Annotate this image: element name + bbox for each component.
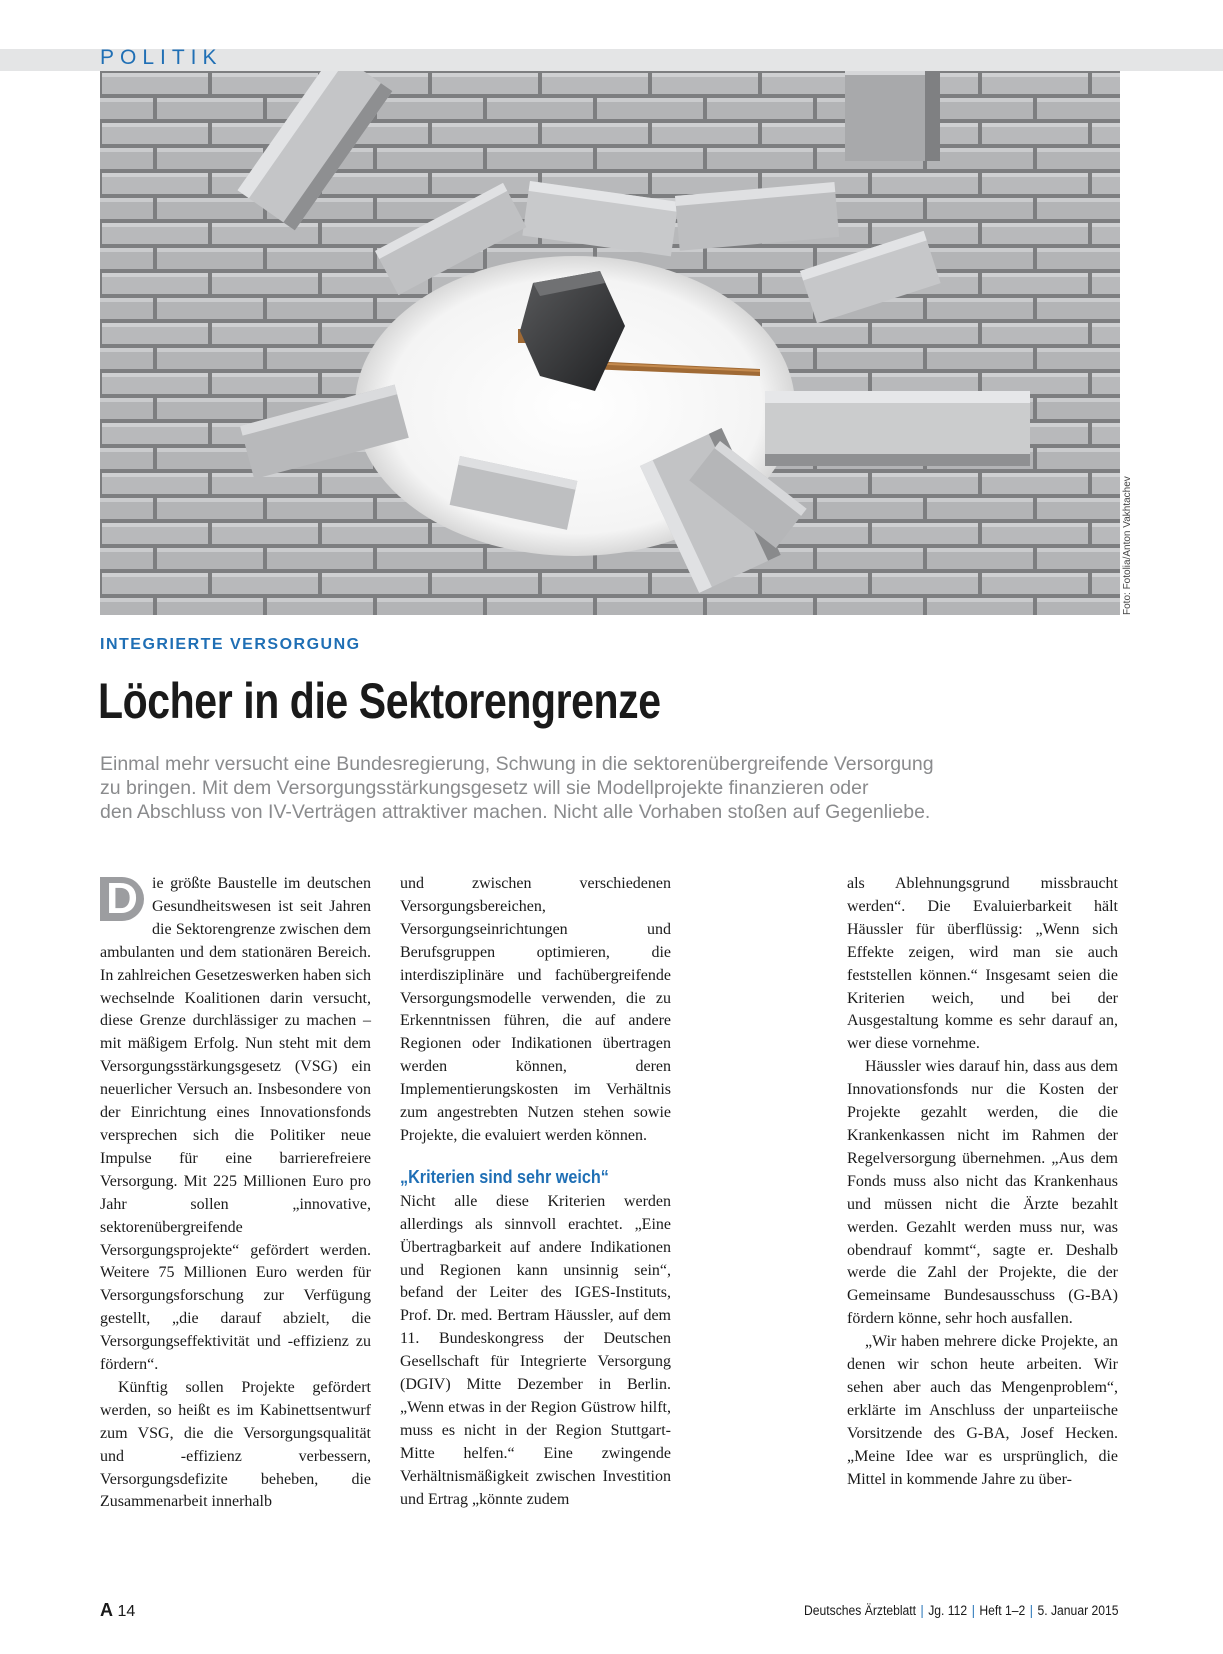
brick-wall-illustration [100, 71, 1120, 615]
lead-line-3: den Abschluss von IV-Verträgen attraktiver machen. Nicht alle Vorhaben stoßen auf Gegenliebe. [100, 801, 931, 823]
drop-cap: D [100, 877, 144, 921]
paragraph-text: ie größte Baustelle im deutschen Gesundheitswesen ist seit Jahren die Sektorengrenze zwischen dem ambulanten und dem stationären Bereich. In zahlreichen Gesetzeswerken haben sich wechselnde Koalitionen darin versucht, diese Grenze durchlässiger zu machen – mit mäßigem Erfolg. Nun steht mit dem Versorgungsstärkungsgesetz (VSG) ein neuerlicher Versuch an. Insbesondere von der Einrichtung eines Innovationsfonds versprechen sich die Politiker neue Impulse für eine barrierefreiere Versorgung. Mit 225 Millionen Euro pro Jahr sollen „innovative, sektorenübergreifende Versorgungsprojekte“ gefördert werden. Weitere 75 Millionen Euro werden für Versorgungsforschung zur Verfügung gestellt, „die darauf abzielt, die Versorgungseffektivität und -effizienz zu fördern“. [100, 875, 371, 1374]
page-letter: A [100, 1600, 113, 1620]
issue-date: 5. Januar 2015 [1037, 1603, 1119, 1618]
section-label: POLITIK [100, 46, 223, 69]
paragraph: Nicht alle diese Kriterien werden allerdings als sinnvoll erachtet. „Eine Übertragbarkeit auf andere Indikationen und Regionen kann unsinnig sein“, befand der Leiter des IGES-Instituts, Prof. Dr. med. Bertram Häussler, auf dem 11. Bundeskongress der Deutschen Gesellschaft für Integrierte Versorgung (DGIV) Mitte Dezember in Berlin. „Wenn etwas in der Region Güstrow hilft, muss es nicht in der Region Stuttgart-Mitte helfen.“ Eine zwingende Verhältnismäßigkeit zwischen Investition und Ertrag „könnte zudem [400, 1192, 671, 1508]
paragraph: Künftig sollen Projekte gefördert werden, so heißt es im Kabinettsentwurf zum VSG, die die Versorgungsqualität und -effizienz verbessern, Versorgungsdefizite beheben, die Zusammenarbeit innerhalb [100, 1378, 371, 1511]
paragraph: und zwischen verschiedenen Versorgungsbereichen, Versorgungseinrichtungen und Berufsgruppen optimieren, die interdisziplinäre und fachübergreifende Versorgungsmodelle verwenden, die zu Erkenntnissen führen, die auf andere Regionen oder Indikationen übertragen werden können, deren Implementierungskosten im Verhältnis zum angestrebten Nutzen stehen sowie Projekte, die evaluiert werden können. [400, 875, 671, 1144]
separator: | [921, 1603, 925, 1618]
paragraph [100, 873, 371, 1377]
publication-info [804, 1603, 1119, 1618]
photo-credit: Foto: Fotolia/Anton Vakhtachev [1122, 476, 1133, 615]
text-column-3 [847, 873, 1118, 1491]
separator: | [1030, 1603, 1034, 1618]
volume: Jg. 112 [928, 1603, 968, 1618]
paragraph: als Ablehnungsgrund missbraucht werden“. Die Evaluierbarkeit hält Häussler für überflüssig: „Wenn sich Effekte zeigen, wird man sie auch feststellen können.“ Insgesamt seien die Kriterien weich, und bei der Ausgestaltung komme es sehr darauf an, wer diese vornehme. [847, 875, 1118, 1053]
article-lead [100, 752, 1120, 824]
section-subheading: „Kriterien sind sehr weich“ [400, 1166, 609, 1187]
hero-image [100, 71, 1120, 615]
paragraph: Häussler wies darauf hin, dass aus dem Innovationsfonds nur die Kosten der Projekte gezahlt werden, die die Krankenkassen nicht im Rahmen der Regelversorgung übernehmen. „Aus dem Fonds muss also nicht das Krankenhaus und müssen nicht die Ärzte bezahlt werden. Gezahlt werden muss nur, was obendrauf kommt“, sagte er. Deshalb werde die Zahl der Projekte, die der Gemeinsame Bundesausschuss (G-BA) fördern könne, sehr hoch ausfallen. [847, 1058, 1118, 1328]
text-column-1 [100, 873, 371, 1514]
journal-name: Deutsches Ärzteblatt [804, 1603, 917, 1618]
text-column-2 [400, 873, 671, 1511]
page-number [100, 1600, 135, 1621]
lead-line-2: zu bringen. Mit dem Versorgungsstärkungsgesetz will sie Modellprojekte finanzieren oder [100, 777, 869, 799]
separator: | [972, 1603, 976, 1618]
article-kicker: INTEGRIERTE VERSORGUNG [100, 636, 361, 653]
issue: Heft 1–2 [979, 1603, 1026, 1618]
paragraph: „Wir haben mehrere dicke Projekte, an denen wir schon heute arbeiten. Wir sehen aber auch das Mengenproblem“, erklärte im Anschluss der unparteiische Vorsitzende des G-BA, Josef Hecken. „Meine Idee war es ursprünglich, die Mittel in kommende Jahre zu über- [847, 1333, 1118, 1488]
article-title: Löcher in die Sektorengrenze [98, 673, 661, 729]
lead-line-1: Einmal mehr versucht eine Bundesregierung, Schwung in die sektorenübergreifende Versorgung [100, 753, 934, 775]
page-number-value: 14 [117, 1603, 136, 1620]
